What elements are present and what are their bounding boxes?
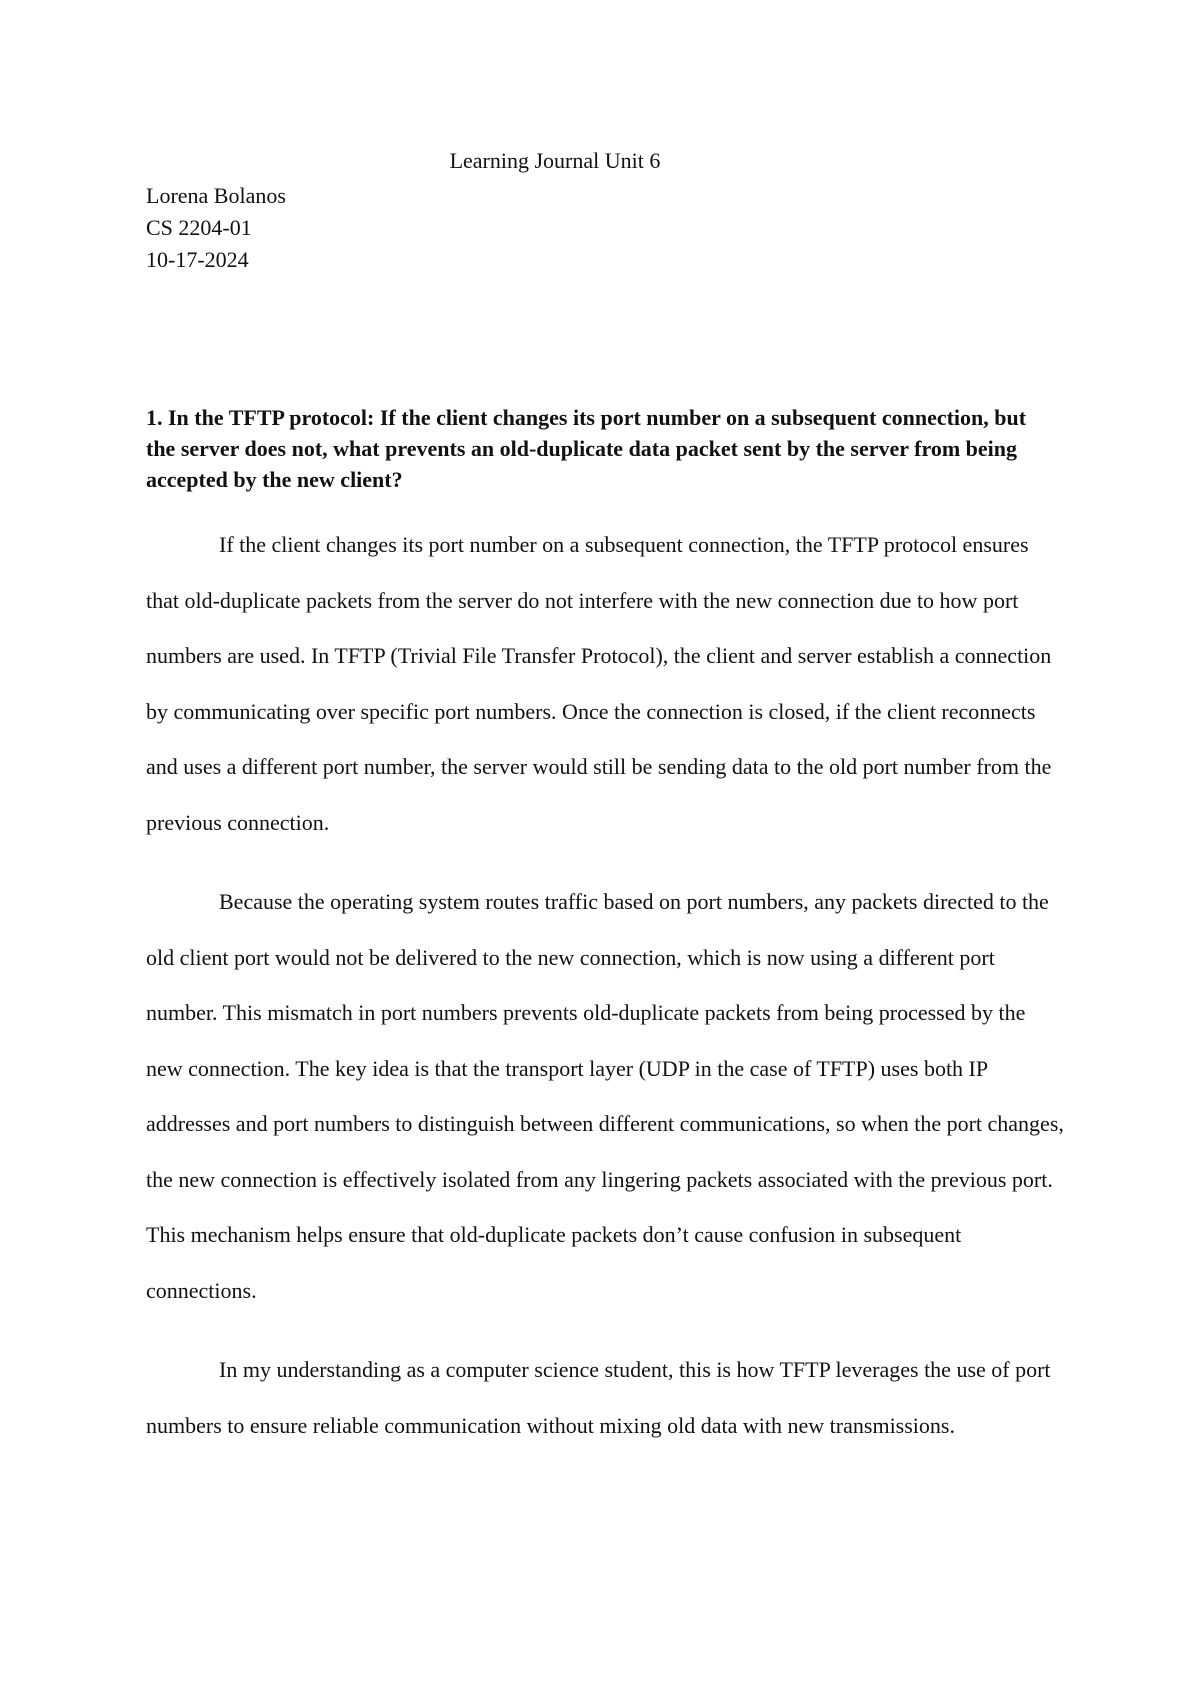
author-name: Lorena Bolanos (146, 183, 286, 208)
document-title: Learning Journal Unit 6 (449, 148, 661, 173)
answer-body (146, 517, 1066, 1453)
document-date: 10-17-2024 (146, 247, 249, 272)
answer-paragraph: Because the operating system routes traffic based on port numbers, any packets directed to the old client port would not be delivered to the new connection, which is now using a different port number. This mismatch in port numbers prevents old-duplicate packets from being processed by the new connection. The key idea is that the transport layer (UDP in the case of TFTP) uses both IP addresses and port numbers to distinguish between different communications, so when the port changes, the new connection is effectively isolated from any lingering packets associated with the previous port. This mechanism helps ensure that old-duplicate packets don’t cause confusion in subsequent connections. (146, 889, 1064, 1303)
document-header (146, 180, 286, 276)
answer-paragraph: If the client changes its port number on a subsequent connection, the TFTP protocol ensures that old-duplicate packets from the server do not interfere with the new connection due to how port numbers are used. In TFTP (Trivial File Transfer Protocol), the client and server establish a connection by communicating over specific port numbers. Once the connection is closed, if the client reconnects and uses a different port number, the server would still be sending data to the old port number from the previous connection. (146, 532, 1052, 835)
question-heading: 1. In the TFTP protocol: If the client changes its port number on a subsequent connection, but the server does not, what prevents an old-duplicate data packet sent by the server from being accepted by the new client? (146, 405, 1027, 492)
course-code: CS 2204-01 (146, 215, 252, 240)
answer-paragraph: In my understanding as a computer science student, this is how TFTP leverages the use of port numbers to ensure reliable communication without mixing old data with new transmissions. (146, 1357, 1051, 1438)
